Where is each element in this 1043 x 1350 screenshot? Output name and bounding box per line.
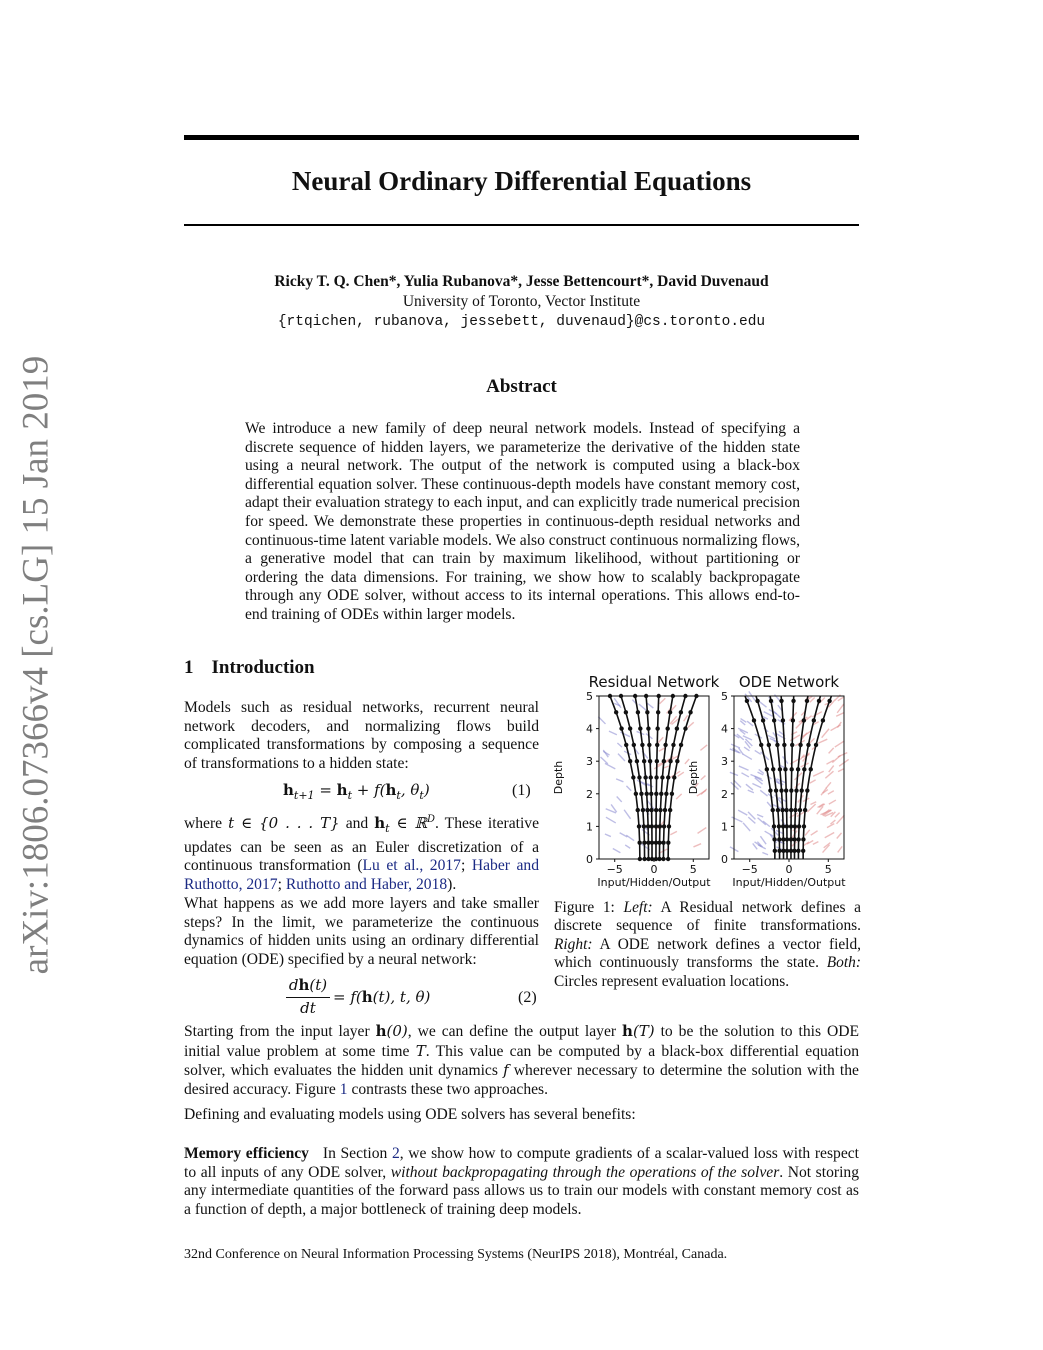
residual-evaluation-point — [642, 841, 646, 845]
residual-evaluation-point — [643, 775, 647, 779]
ode-evaluation-point — [777, 824, 781, 828]
residual-evaluation-point — [662, 824, 666, 828]
ode-evaluation-point — [761, 718, 765, 722]
ode-field-arrow — [828, 791, 834, 794]
residual-field-arrow — [659, 748, 665, 751]
ode-xtick-label: 5 — [824, 863, 832, 876]
section-heading-introduction — [184, 657, 315, 679]
ode-field-arrow — [743, 736, 752, 740]
ode-field-arrow — [760, 836, 766, 844]
equation-2: dh(t) dt = f(h(t), t, θ) — [286, 976, 526, 1020]
residual-evaluation-point — [668, 759, 672, 763]
ode-evaluation-point — [745, 699, 749, 703]
residual-evaluation-point — [637, 824, 641, 828]
residual-evaluation-point — [670, 792, 674, 796]
residual-evaluation-point — [663, 808, 667, 812]
residual-evaluation-point — [668, 710, 672, 714]
ode-evaluation-point — [779, 699, 783, 703]
ode-evaluation-point — [789, 824, 793, 828]
residual-ytick-label: 4 — [586, 722, 593, 736]
residual-evaluation-point — [671, 743, 675, 747]
abstract-heading: Abstract — [486, 376, 557, 397]
ode-ytick-label: 4 — [721, 722, 728, 736]
residual-evaluation-point — [649, 808, 653, 812]
memory-efficiency-heading: Memory efficiency — [184, 1145, 309, 1162]
ode-evaluation-point — [796, 849, 800, 853]
ode-field-arrow — [837, 704, 844, 713]
residual-field-arrow — [647, 703, 653, 708]
ode-evaluation-point — [805, 699, 809, 703]
ode-field-arrow — [835, 813, 840, 818]
abstract-text: We introduce a new family of deep neural network models. Instead of specifying a discrete sequence of hidden layers, we parameterize the derivative of the hidden state using a neural network. The output of the network is computed using a black-box differential equation solver. These continuous-depth models have constant memory cost, adapt their evaluation strategy to each input, and can explicitly trade numerical precision for speed. We demonstrate these properties in continuous-depth residual networks and continuous-time latent variable models. We also construct continuous normalizing flows, a generative model that can train by maximum likelihood, without partitioning or ordering the data dimensions. For training, we show how to scalably backpropagate through any ODE solver, without access to its internal operations. This allows end-to-end training of ODEs within larger models. — [245, 420, 800, 623]
residual-evaluation-point — [654, 775, 658, 779]
residual-evaluation-point — [683, 726, 687, 730]
residual-evaluation-point — [661, 857, 665, 861]
ode-field-arrow — [838, 697, 843, 701]
ode-field-arrow — [807, 804, 815, 812]
residual-evaluation-point — [636, 808, 640, 812]
ode-field-arrow — [738, 810, 747, 815]
residual-field-arrow — [700, 745, 707, 750]
paper-title: Neural Ordinary Differential Equations — [291, 166, 752, 196]
residual-evaluation-point — [619, 694, 623, 698]
residual-field-arrow — [698, 828, 707, 834]
residual-evaluation-point — [624, 743, 628, 747]
residual-evaluation-point — [641, 808, 645, 812]
top-rule-thin — [184, 224, 859, 226]
ode-evaluation-point — [803, 808, 807, 812]
ode-evaluation-point — [792, 849, 796, 853]
author-email[interactable]: {rtqichen, rubanova, jessebett, duvenaud}@cs.toronto.edu — [277, 314, 766, 330]
residual-evaluation-point — [666, 841, 670, 845]
residual-evaluation-point — [675, 726, 679, 730]
ode-evaluation-point — [789, 808, 793, 812]
ode-field-arrow — [757, 814, 763, 816]
ode-field-arrow — [837, 833, 842, 839]
residual-field-arrow — [684, 715, 688, 721]
ode-field-arrow — [836, 713, 844, 717]
author-names: Ricky T. Q. Chen*, Yulia Rubanova*, Jesse Bettencourt*, David Duvenaud — [274, 273, 769, 290]
ode-ylabel: Depth — [687, 760, 700, 795]
ode-field-arrow — [830, 820, 835, 824]
ode-evaluation-point — [794, 788, 798, 792]
ode-field-arrow — [811, 831, 818, 835]
residual-evaluation-point — [683, 694, 687, 698]
figure-1 — [548, 670, 858, 890]
ode-evaluation-point — [773, 849, 777, 853]
equation-1-number: (1) — [512, 782, 531, 799]
ode-evaluation-point — [790, 743, 794, 747]
ode-evaluation-point — [774, 788, 778, 792]
ode-field-arrow — [739, 766, 749, 770]
ode-evaluation-point — [796, 837, 800, 841]
residual-evaluation-point — [654, 792, 658, 796]
residual-field-arrow — [621, 732, 630, 737]
ode-field-arrow — [829, 800, 836, 804]
ode-evaluation-point — [782, 743, 786, 747]
ode-field-arrow — [835, 741, 845, 747]
residual-field-arrow — [620, 833, 628, 837]
ode-evaluation-point — [802, 824, 806, 828]
residual-evaluation-point — [688, 710, 692, 714]
residual-evaluation-point — [648, 759, 652, 763]
residual-evaluation-point — [679, 710, 683, 714]
residual-evaluation-point — [642, 824, 646, 828]
residual-evaluation-point — [636, 710, 640, 714]
equation-1: $h_{t+1} = h_t + f(h_t$, $\theta_t$) — [283, 781, 430, 802]
ode-ytick-label: 3 — [721, 755, 728, 769]
residual-evaluation-point — [639, 792, 643, 796]
ode-field-arrow — [731, 744, 740, 748]
ode-field-arrow — [765, 831, 774, 836]
residual-evaluation-point — [638, 857, 642, 861]
ode-evaluation-point — [778, 767, 782, 771]
residual-field-arrow — [609, 731, 617, 735]
residual-evaluation-point — [645, 808, 649, 812]
ode-evaluation-point — [801, 849, 805, 853]
residual-ytick-label: 0 — [586, 853, 593, 866]
residual-field-arrow — [606, 817, 616, 823]
section-2-link[interactable]: 2 — [391, 1145, 400, 1162]
ode-field-arrow — [743, 754, 752, 759]
ode-ytick-label: 0 — [721, 853, 728, 866]
residual-field-arrow — [701, 789, 707, 795]
intro-paragraph-5: Defining and evaluating models using ODE solvers has several benefits: — [184, 1106, 636, 1123]
residual-evaluation-point — [614, 710, 618, 714]
figure-1-plots — [548, 670, 858, 890]
residual-evaluation-point — [633, 694, 637, 698]
figure-1-link[interactable]: 1 — [339, 1080, 348, 1098]
ode-xtick-label: 0 — [785, 863, 793, 876]
residual-field-arrow — [693, 844, 701, 847]
ode-evaluation-point — [771, 767, 775, 771]
ode-field-arrow — [831, 725, 841, 731]
residual-evaluation-point — [649, 775, 653, 779]
ode-evaluation-point — [796, 767, 800, 771]
ode-evaluation-point — [781, 824, 785, 828]
residual-evaluation-point — [658, 808, 662, 812]
residual-xlabel: Input/Hidden/Output — [597, 876, 711, 889]
residual-ytick-label: 3 — [586, 755, 593, 769]
citation-ruthotto-2018[interactable]: Ruthotto and Haber, 2018 — [285, 875, 448, 893]
ode-evaluation-point — [780, 808, 784, 812]
ode-field-arrow — [747, 721, 753, 726]
ode-field-arrow — [813, 842, 819, 845]
ode-field-arrow — [760, 790, 767, 796]
residual-evaluation-point — [645, 792, 649, 796]
residual-evaluation-point — [654, 808, 658, 812]
residual-field-arrow — [676, 794, 682, 799]
citation-haber-2017[interactable]: Haber and Ruthotto, 2017 — [184, 857, 539, 893]
arxiv-identifier[interactable]: arXiv:1806.07366v4 [cs.LG] 15 Jan 2019 — [15, 355, 57, 975]
ode-field-arrow — [813, 771, 824, 776]
residual-field-arrow — [618, 754, 625, 761]
ode-field-arrow — [838, 769, 843, 772]
ode-evaluation-point — [817, 699, 821, 703]
ode-evaluation-point — [785, 849, 789, 853]
ode-field-arrow — [739, 748, 744, 755]
ode-evaluation-point — [821, 718, 825, 722]
ode-field-arrow — [732, 817, 743, 822]
ode-evaluation-point — [775, 743, 779, 747]
ode-field-arrow — [762, 852, 768, 854]
ode-evaluation-point — [806, 743, 810, 747]
ode-field-arrow — [748, 790, 754, 793]
ode-evaluation-point — [785, 837, 789, 841]
ode-ytick-label: 5 — [721, 690, 728, 703]
residual-evaluation-point — [668, 808, 672, 812]
ode-field-arrow — [764, 712, 773, 717]
intro-paragraph-1: Models such as residual networks, recurrent neural network decoders, and normalizing flows build complicated transformations by composing a sequence of transformations to a hidden state: — [184, 699, 539, 772]
ode-field-arrow — [805, 830, 810, 836]
residual-evaluation-point — [667, 824, 671, 828]
ode-field-arrow — [741, 773, 748, 777]
residual-evaluation-point — [646, 824, 650, 828]
ode-ytick-label: 2 — [721, 787, 728, 801]
top-rule-thick — [184, 135, 859, 140]
ode-evaluation-point — [784, 788, 788, 792]
ode-field-arrow — [755, 750, 761, 754]
residual-evaluation-point — [657, 694, 661, 698]
residual-field-arrow — [701, 776, 706, 780]
residual-evaluation-point — [666, 857, 670, 861]
ode-evaluation-point — [801, 837, 805, 841]
residual-evaluation-point — [663, 743, 667, 747]
ode-evaluation-point — [798, 808, 802, 812]
ode-xlabel: Input/Hidden/Output — [732, 876, 846, 889]
ode-evaluation-point — [772, 837, 776, 841]
residual-evaluation-point — [632, 743, 636, 747]
residual-evaluation-point — [658, 824, 662, 828]
equation-2-number: (2) — [518, 989, 537, 1006]
conference-footer: 32nd Conference on Neural Information Processing Systems (NeurIPS 2018), Montréal, Canada. — [184, 1247, 728, 1262]
ode-evaluation-point — [777, 849, 781, 853]
residual-evaluation-point — [671, 694, 675, 698]
ode-field-arrow — [838, 753, 847, 757]
ode-ytick-label: 1 — [721, 820, 728, 834]
residual-evaluation-point — [642, 857, 646, 861]
residual-ytick-label: 2 — [586, 787, 593, 801]
residual-xtick-label: −5 — [606, 863, 623, 876]
ode-evaluation-point — [771, 808, 775, 812]
ode-evaluation-point — [779, 788, 783, 792]
residual-field-arrow — [617, 743, 622, 747]
residual-evaluation-point — [679, 743, 683, 747]
residual-evaluation-point — [654, 824, 658, 828]
section-title: Introduction — [211, 657, 315, 678]
residual-field-arrow — [613, 849, 621, 853]
ode-field-arrow — [743, 823, 750, 831]
residual-evaluation-point — [650, 841, 654, 845]
residual-evaluation-point — [655, 726, 659, 730]
ode-evaluation-point — [781, 718, 785, 722]
ode-evaluation-point — [827, 699, 831, 703]
residual-field-arrow — [626, 835, 634, 840]
residual-field-arrow — [688, 722, 694, 727]
residual-evaluation-point — [661, 841, 665, 845]
ode-field-arrow — [838, 846, 842, 852]
ode-field-arrow — [825, 832, 834, 837]
ode-evaluation-point — [798, 743, 802, 747]
residual-evaluation-point — [649, 792, 653, 796]
memory-efficiency-paragraph: Memory efficiency In Section 2, we show how to compute gradients of a scalar-valued loss with respect to all inputs of any ODE solver, without backpropagating through the operations of the solver. Not storing any intermediate quantities of the forward pass allows us to train our models with constant memory cost as a function of depth, a major bottleneck of training deep models. — [184, 1145, 860, 1218]
ode-evaluation-point — [791, 718, 795, 722]
residual-ytick-label: 1 — [586, 820, 593, 834]
residual-evaluation-point — [657, 841, 661, 845]
residual-evaluation-point — [662, 759, 666, 763]
ode-evaluation-point — [793, 824, 797, 828]
ode-evaluation-point — [765, 767, 769, 771]
residual-evaluation-point — [657, 857, 661, 861]
ode-evaluation-point — [814, 743, 818, 747]
residual-evaluation-point — [628, 726, 632, 730]
residual-evaluation-point — [665, 726, 669, 730]
ode-field-arrow — [774, 711, 781, 717]
ode-evaluation-point — [792, 837, 796, 841]
residual-xtick-label: 5 — [689, 863, 697, 876]
residual-evaluation-point — [642, 759, 646, 763]
ode-evaluation-point — [772, 824, 776, 828]
ode-evaluation-point — [812, 718, 816, 722]
residual-evaluation-point — [664, 792, 668, 796]
residual-evaluation-point — [646, 726, 650, 730]
residual-evaluation-point — [675, 759, 679, 763]
ode-xtick-label: −5 — [741, 863, 758, 876]
ode-evaluation-point — [755, 699, 759, 703]
ode-evaluation-point — [777, 837, 781, 841]
ode-evaluation-point — [791, 699, 795, 703]
residual-evaluation-point — [640, 743, 644, 747]
ode-field-arrow — [810, 780, 816, 783]
residual-field-arrow — [605, 763, 615, 768]
ode-field-arrow — [752, 784, 761, 788]
intro-paragraph-4: Starting from the input layer h(0), we can define the output layer h(T) to be the solution to this ODE initial value problem at some time T. This value can be computed by a black-box differential equation solver, which evaluates the hidden unit dynamics f wherever necessary to determine the solution with the desired accuracy. Figure 1 contrasts these two approaches. — [184, 1022, 860, 1098]
residual-evaluation-point — [660, 775, 664, 779]
ode-evaluation-point — [772, 718, 776, 722]
residual-evaluation-point — [655, 759, 659, 763]
intro-paragraph-3: What happens as we add more layers and take smaller steps? In the limit, we parameterize the continuous dynamics of hidden units using an ordinary differential equation (ODE) specified by a neural network: — [184, 895, 539, 968]
residual-field-arrow — [660, 698, 666, 703]
ode-panel-title: ODE Network — [738, 673, 840, 691]
ode-evaluation-point — [805, 788, 809, 792]
residual-evaluation-point — [694, 694, 698, 698]
residual-field-arrow — [647, 800, 653, 809]
section-number: 1 — [184, 657, 194, 678]
ode-field-arrow — [813, 712, 822, 717]
residual-evaluation-point — [631, 775, 635, 779]
author-block — [0, 272, 1043, 332]
ode-evaluation-point — [768, 788, 772, 792]
residual-field-arrow — [601, 757, 608, 764]
residual-evaluation-point — [638, 726, 642, 730]
ode-evaluation-point — [799, 788, 803, 792]
figure-1-caption: Figure 1: Left: A Residual network defines a discrete sequence of finite transformations. Right: A ODE network defines a vector field, which continuously transforms the state. Both: Circles represent evaluation locations. — [554, 899, 861, 990]
residual-evaluation-point — [635, 759, 639, 763]
ode-field-arrow — [753, 843, 758, 849]
residual-evaluation-point — [628, 759, 632, 763]
ode-evaluation-point — [767, 743, 771, 747]
ode-evaluation-point — [802, 767, 806, 771]
ode-evaluation-point — [802, 718, 806, 722]
residual-field-arrow — [658, 737, 663, 743]
residual-evaluation-point — [637, 841, 641, 845]
ode-evaluation-point — [790, 767, 794, 771]
residual-evaluation-point — [647, 743, 651, 747]
residual-evaluation-point — [645, 710, 649, 714]
ode-field-arrow — [826, 782, 831, 788]
residual-evaluation-point — [656, 710, 660, 714]
ode-evaluation-point — [769, 699, 773, 703]
residual-field-arrow — [670, 831, 677, 834]
residual-evaluation-point — [637, 775, 641, 779]
residual-evaluation-point — [659, 792, 663, 796]
ode-evaluation-point — [793, 808, 797, 812]
ode-field-arrow — [744, 747, 749, 751]
ode-field-arrow — [818, 739, 827, 743]
affiliation: University of Toronto, Vector Institute — [402, 293, 641, 310]
residual-field-arrow — [616, 779, 623, 782]
ode-evaluation-point — [797, 824, 801, 828]
residual-field-arrow — [624, 810, 630, 819]
residual-evaluation-point — [608, 694, 612, 698]
ode-field-arrow — [758, 818, 766, 825]
citation-lu-2017[interactable]: Lu et al., 2017 — [362, 857, 461, 875]
residual-evaluation-point — [634, 792, 638, 796]
intro-paragraph-2: where t ∈ {0 . . . T} and $h_t$ ∈ ℝ$^D$. These iterative updates can be seen as an Euler discretization of a continuous transformation (Lu et al., 2017; Haber and Ruthotto, 2017; Ruthotto and Haber, 2018). — [184, 814, 540, 893]
ode-evaluation-point — [783, 767, 787, 771]
residual-evaluation-point — [650, 824, 654, 828]
residual-evaluation-point — [650, 857, 654, 861]
residual-ylabel: Depth — [552, 760, 565, 795]
residual-field-arrow — [626, 786, 631, 791]
ode-field-arrow — [822, 729, 829, 738]
ode-evaluation-point — [752, 718, 756, 722]
residual-panel-title: Residual Network — [588, 673, 720, 691]
ode-field-arrow — [829, 748, 834, 753]
residual-field-arrow — [617, 797, 622, 802]
ode-evaluation-point — [759, 743, 763, 747]
residual-evaluation-point — [644, 694, 648, 698]
residual-field-arrow — [605, 834, 611, 837]
ode-field-arrow — [746, 784, 753, 790]
ode-evaluation-point — [784, 808, 788, 812]
ode-field-arrow — [837, 815, 845, 824]
residual-evaluation-point — [672, 775, 676, 779]
ode-field-arrow — [768, 735, 775, 738]
ode-evaluation-point — [785, 824, 789, 828]
residual-xtick-label: 0 — [650, 863, 658, 876]
residual-evaluation-point — [666, 775, 670, 779]
ode-evaluation-point — [789, 788, 793, 792]
residual-evaluation-point — [655, 743, 659, 747]
residual-field-arrow — [625, 845, 630, 848]
residual-evaluation-point — [624, 710, 628, 714]
ode-evaluation-point — [809, 767, 813, 771]
residual-ytick-label: 5 — [586, 690, 593, 703]
ode-evaluation-point — [776, 808, 780, 812]
arxiv-sidebar — [6, 355, 66, 975]
residual-evaluation-point — [619, 726, 623, 730]
